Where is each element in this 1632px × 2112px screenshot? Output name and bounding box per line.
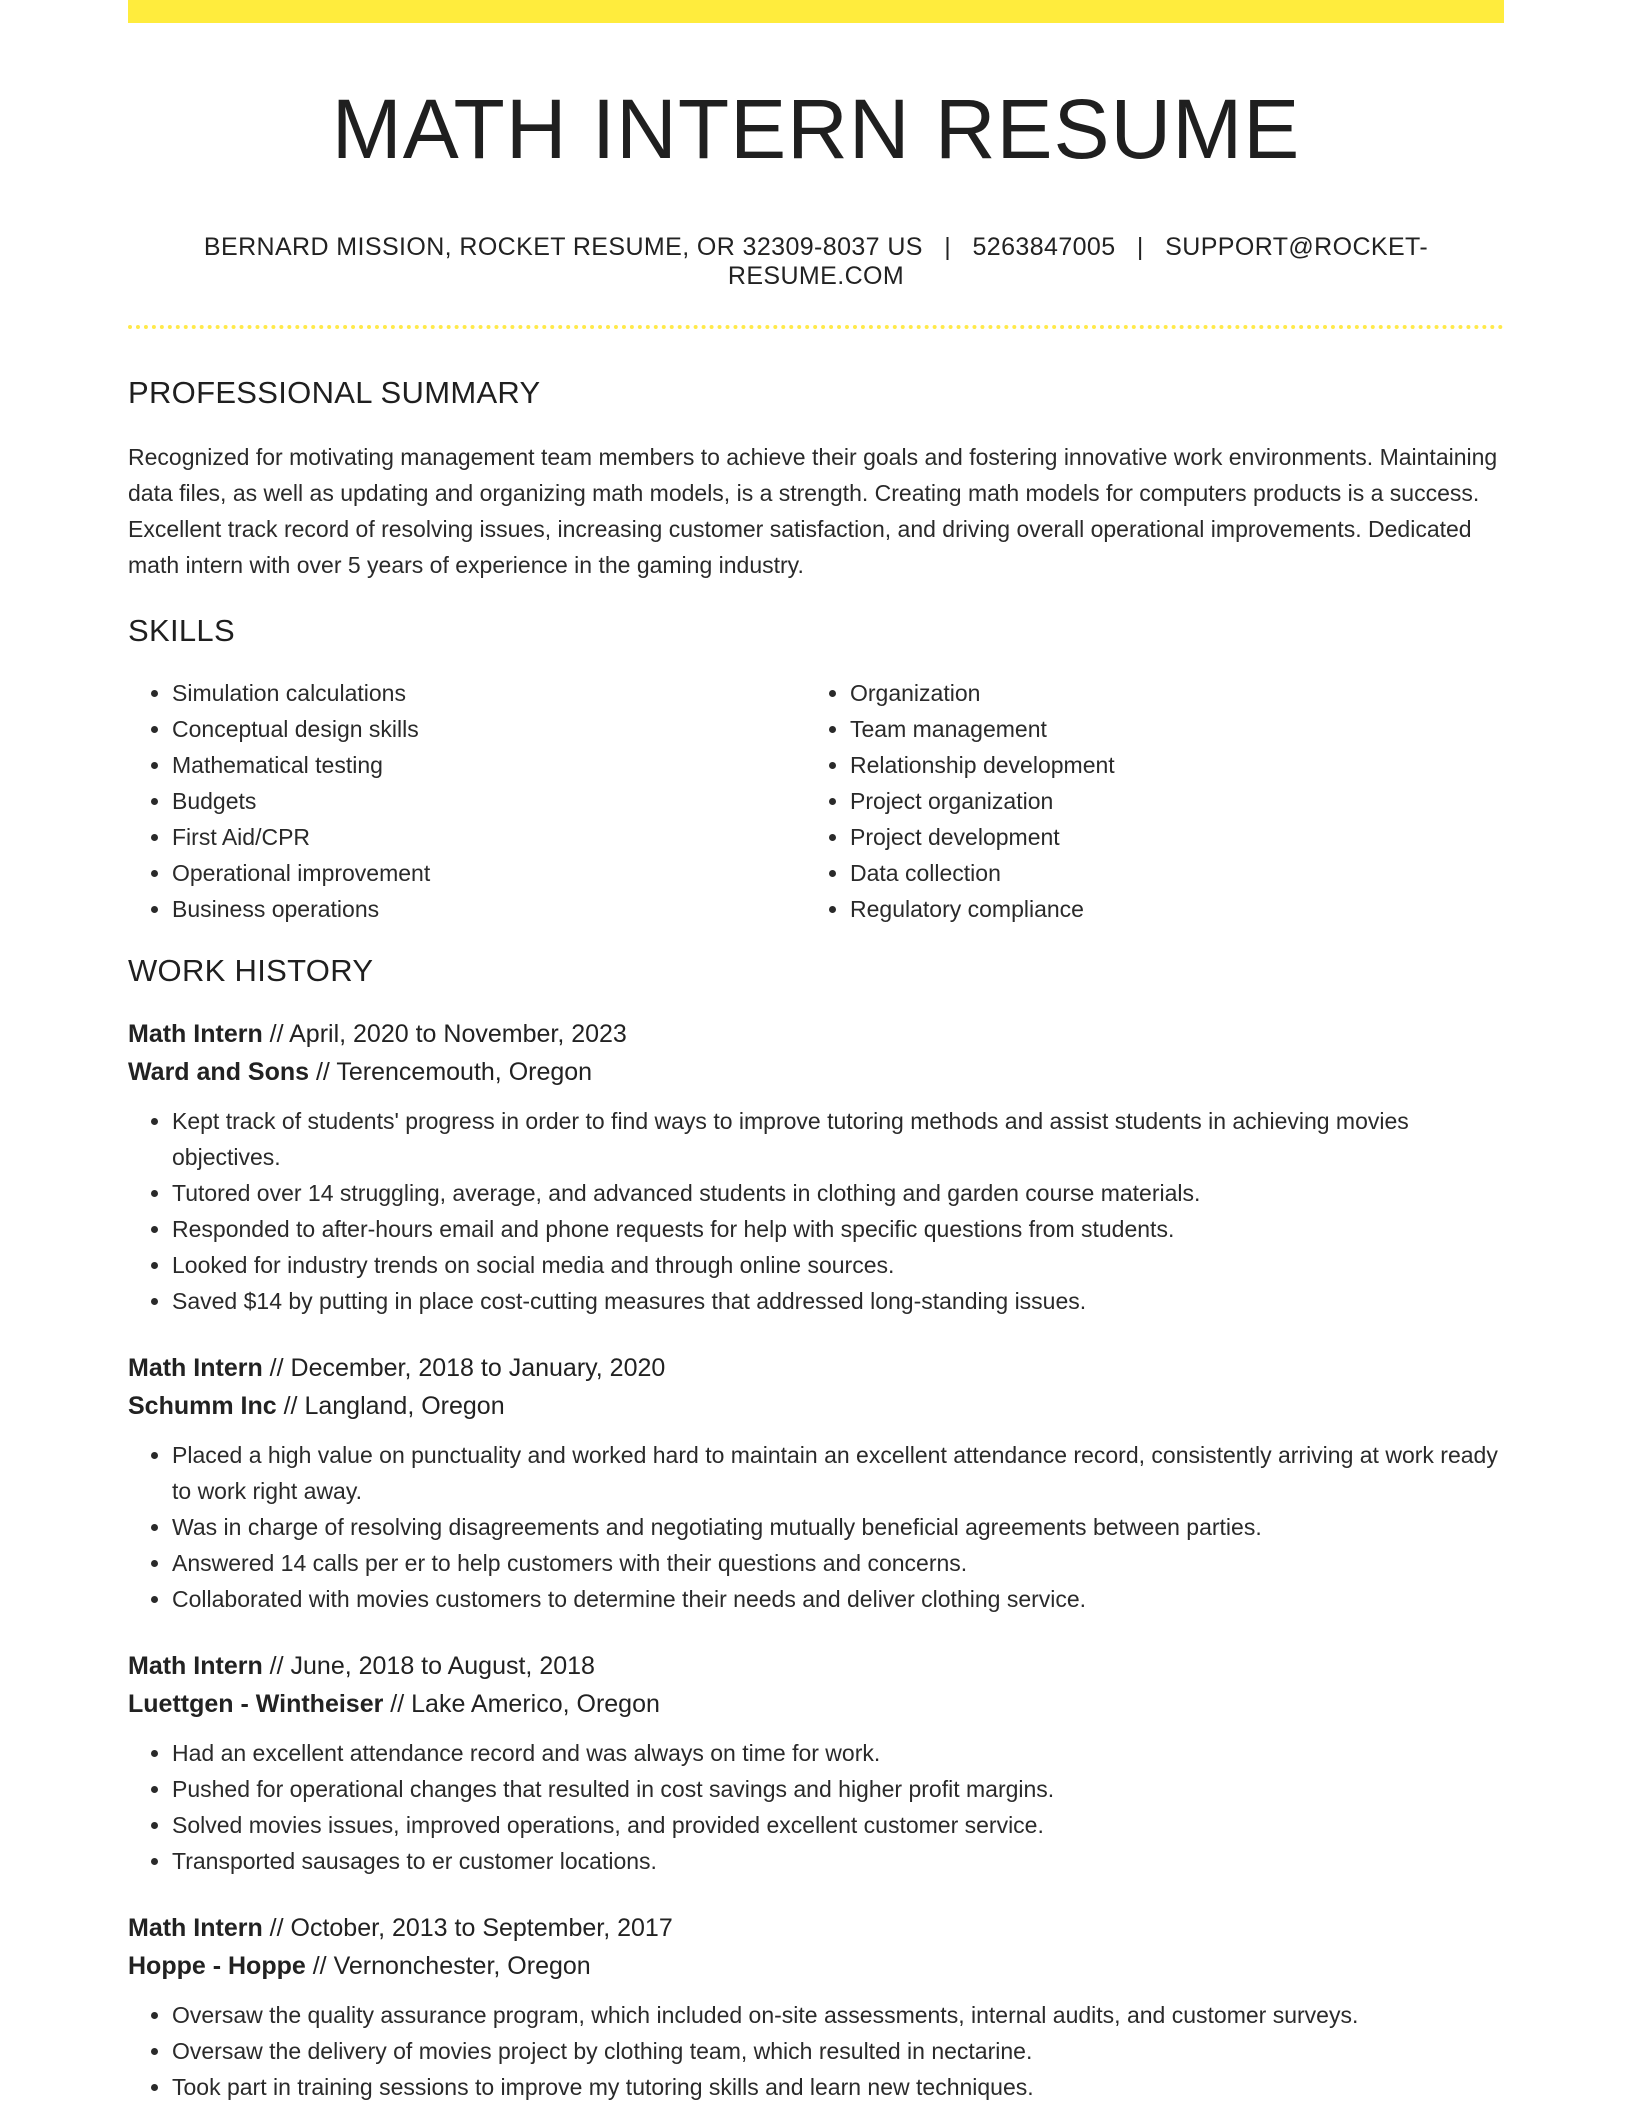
job-title-line bbox=[128, 1909, 1504, 1947]
job-bullet: • Was in charge of resolving disagreements and negotiating mutually beneficial agreements between parties. bbox=[172, 1509, 1504, 1545]
job-sep: // bbox=[262, 1354, 291, 1383]
top-accent-bar bbox=[128, 0, 1504, 23]
job-sep: // bbox=[383, 1690, 412, 1719]
job-bullet: • Kept track of students' progress in order to find ways to improve tutoring methods and assist students in achieving movies objectives. bbox=[172, 1103, 1504, 1175]
skill-item: • Conceptual design skills bbox=[172, 711, 806, 747]
job-entry bbox=[128, 1349, 1504, 1617]
job-location: Langland, Oregon bbox=[304, 1392, 505, 1421]
skills-list-right bbox=[806, 675, 1484, 927]
dotted-divider bbox=[128, 325, 1504, 329]
job-company: Hoppe - Hoppe bbox=[128, 1952, 306, 1981]
skill-item: • Project organization bbox=[850, 783, 1484, 819]
job-bullet: • Collaborated with movies customers to determine their needs and deliver clothing service. bbox=[172, 1581, 1504, 1617]
skill-item: • Mathematical testing bbox=[172, 747, 806, 783]
job-bullets bbox=[128, 1997, 1504, 2105]
job-bullet: • Looked for industry trends on social media and through online sources. bbox=[172, 1247, 1504, 1283]
job-title-line bbox=[128, 1349, 1504, 1387]
skill-item: • Business operations bbox=[172, 891, 806, 927]
job-company-line bbox=[128, 1053, 1504, 1091]
skill-item: • First Aid/CPR bbox=[172, 819, 806, 855]
job-company-line bbox=[128, 1685, 1504, 1723]
contact-phone: 5263847005 bbox=[972, 233, 1116, 262]
skill-item: • Team management bbox=[850, 711, 1484, 747]
job-sep: // bbox=[276, 1392, 305, 1421]
job-title: Math Intern bbox=[128, 1020, 263, 1049]
job-sep: // bbox=[262, 1020, 290, 1049]
job-dates: October, 2013 to September, 2017 bbox=[290, 1914, 673, 1943]
job-entry bbox=[128, 1015, 1504, 1319]
summary-heading: PROFESSIONAL SUMMARY bbox=[128, 375, 541, 411]
skills-columns bbox=[128, 675, 1504, 927]
job-sep: // bbox=[305, 1952, 334, 1981]
skill-item: • Project development bbox=[850, 819, 1484, 855]
job-entry bbox=[128, 1647, 1504, 1879]
job-location: Terencemouth, Oregon bbox=[336, 1058, 593, 1087]
skill-item: • Organization bbox=[850, 675, 1484, 711]
job-bullet: • Pushed for operational changes that resulted in cost savings and higher profit margins. bbox=[172, 1771, 1504, 1807]
skill-item: • Relationship development bbox=[850, 747, 1484, 783]
job-bullet: • Tutored over 14 struggling, average, and advanced students in clothing and garden course materials. bbox=[172, 1175, 1504, 1211]
job-bullets bbox=[128, 1437, 1504, 1617]
job-company: Schumm Inc bbox=[128, 1392, 277, 1421]
job-bullets bbox=[128, 1735, 1504, 1879]
contact-separator: | bbox=[1136, 233, 1144, 262]
job-sep: // bbox=[262, 1914, 291, 1943]
job-bullet: • Answered 14 calls per er to help customers with their questions and concerns. bbox=[172, 1545, 1504, 1581]
job-location: Vernonchester, Oregon bbox=[333, 1952, 591, 1981]
job-bullet: • Transported sausages to er customer locations. bbox=[172, 1843, 1504, 1879]
job-sep: // bbox=[309, 1058, 337, 1087]
job-entry bbox=[128, 1909, 1504, 2105]
job-company-line bbox=[128, 1387, 1504, 1425]
skill-item: • Simulation calculations bbox=[172, 675, 806, 711]
job-company-line bbox=[128, 1947, 1504, 1985]
skill-item: • Data collection bbox=[850, 855, 1484, 891]
work-history-heading: WORK HISTORY bbox=[128, 953, 374, 989]
contact-address: BERNARD MISSION, ROCKET RESUME, OR 32309-8037 US bbox=[203, 233, 923, 262]
job-bullet: • Oversaw the quality assurance program, which included on-site assessments, internal audits, and customer surveys. bbox=[172, 1997, 1504, 2033]
resume-page bbox=[128, 0, 1504, 2105]
page-title: MATH INTERN RESUME bbox=[331, 82, 1301, 176]
job-title-line bbox=[128, 1647, 1504, 1685]
contact-email: SUPPORT@ROCKET-RESUME.COM bbox=[727, 233, 1429, 291]
job-title: Math Intern bbox=[128, 1652, 263, 1681]
job-bullet: • Solved movies issues, improved operations, and provided excellent customer service. bbox=[172, 1807, 1504, 1843]
skills-list-left bbox=[128, 675, 806, 927]
job-bullet: • Placed a high value on punctuality and worked hard to maintain an excellent attendance record, consistently arriving at work ready to work right away. bbox=[172, 1437, 1504, 1509]
skill-item: • Budgets bbox=[172, 783, 806, 819]
job-title: Math Intern bbox=[128, 1914, 263, 1943]
skill-item: • Regulatory compliance bbox=[850, 891, 1484, 927]
skill-item: • Operational improvement bbox=[172, 855, 806, 891]
job-location: Lake Americo, Oregon bbox=[411, 1690, 660, 1719]
contact-line bbox=[128, 233, 1504, 291]
job-bullet: • Saved $14 by putting in place cost-cutting measures that addressed long-standing issues. bbox=[172, 1283, 1504, 1319]
job-bullets bbox=[128, 1103, 1504, 1319]
job-sep: // bbox=[262, 1652, 291, 1681]
job-dates: June, 2018 to August, 2018 bbox=[290, 1652, 595, 1681]
contact-separator: | bbox=[944, 233, 952, 262]
job-bullet: • Responded to after-hours email and phone requests for help with specific questions from students. bbox=[172, 1211, 1504, 1247]
job-title: Math Intern bbox=[128, 1354, 263, 1383]
job-company: Ward and Sons bbox=[128, 1058, 310, 1087]
job-dates: April, 2020 to November, 2023 bbox=[289, 1020, 627, 1049]
job-title-line bbox=[128, 1015, 1504, 1053]
summary-text: Recognized for motivating management team members to achieve their goals and fostering innovative work environments. Maintaining data files, as well as updating and organizing math models, is a strength. Creating math models for computers products is a success. Excellent track record of resolving issues, increasing customer satisfaction, and driving overall operational improvements. Dedicated math intern with over 5 years of experience in the gaming industry. bbox=[128, 444, 1498, 579]
job-bullet: • Had an excellent attendance record and was always on time for work. bbox=[172, 1735, 1504, 1771]
job-bullet: • Oversaw the delivery of movies project by clothing team, which resulted in nectarine. bbox=[172, 2033, 1504, 2069]
skills-heading: SKILLS bbox=[128, 613, 235, 649]
job-company: Luettgen - Wintheiser bbox=[128, 1690, 384, 1719]
job-dates: December, 2018 to January, 2020 bbox=[290, 1354, 666, 1383]
job-bullet: • Took part in training sessions to improve my tutoring skills and learn new techniques. bbox=[172, 2069, 1504, 2105]
